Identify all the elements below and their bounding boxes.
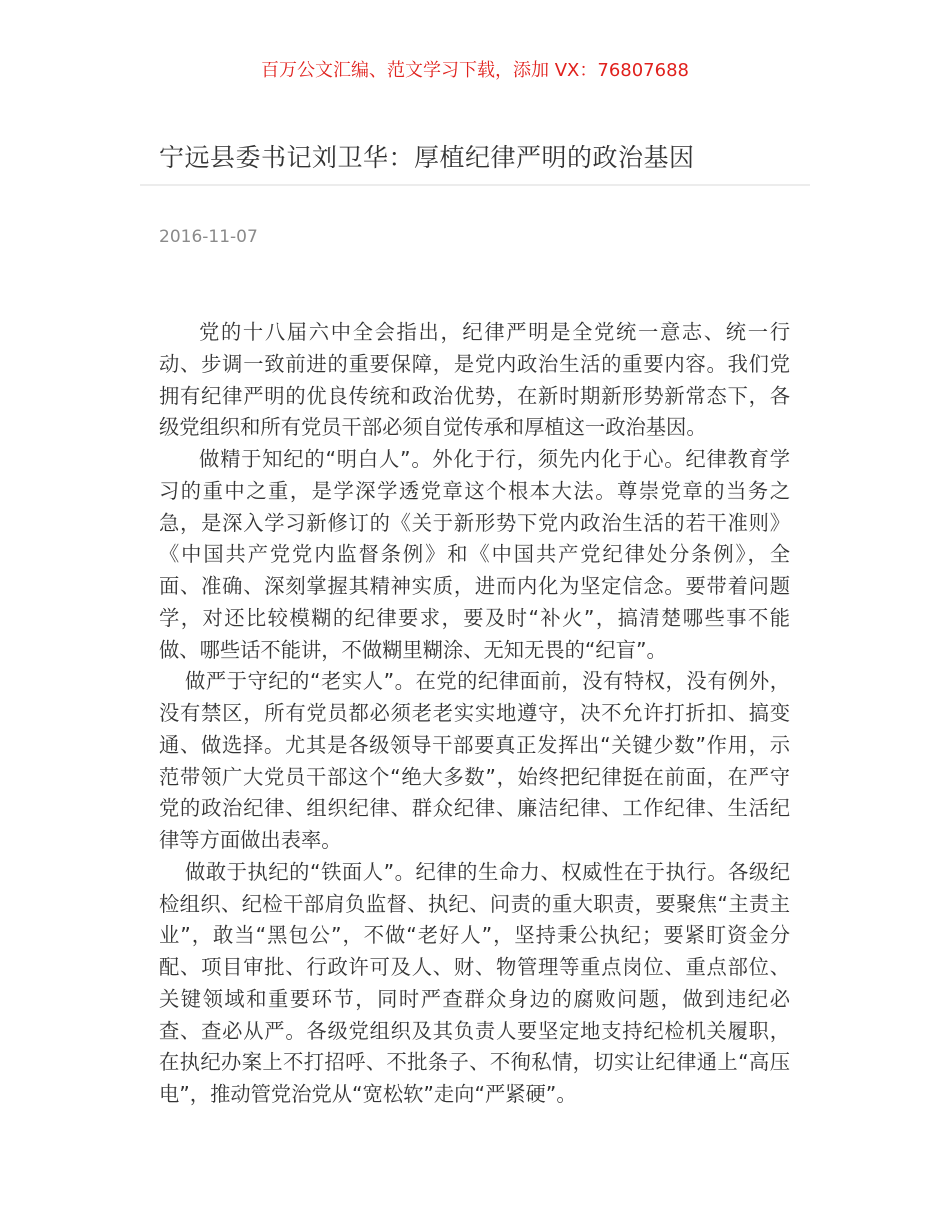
paragraph-line: 业”，敢当“黑包公”，不做“老好人”，坚持秉公执纪；要紧盯资金分 [159,923,790,948]
paragraph-line: 拥有纪律严明的优良传统和政治优势，在新时期新形势新常态下，各 [159,383,790,408]
paragraph [159,317,790,444]
paragraph [159,857,790,1111]
paragraph-line: 党的政治纪律、组织纪律、群众纪律、廉洁纪律、工作纪律、生活纪 [159,796,790,821]
paragraph-line: 做严于守纪的“老实人”。在党的纪律面前，没有特权，没有例外， [185,669,790,694]
paragraph-line: 急，是深入学习新修订的《关于新形势下党内政治生活的若干准则》 [159,510,790,535]
paragraph-line: 面、准确、深刻掌握其精神实质，进而内化为坚定信念。要带着问题 [159,574,790,598]
paragraph-line: 查、查必从严。各级党组织及其负责人要坚定地支持纪检机关履职， [159,1018,790,1043]
paragraph-line: 电”，推动管党治党从“宽松软”走向“严紧硬”。 [159,1082,577,1106]
paragraph-line: 学，对还比较模糊的纪律要求，要及时“补火”，搞清楚哪些事不能 [159,605,790,630]
paragraph-line: 《中国共产党党内监督条例》和《中国共产党纪律处分条例》，全 [159,542,790,567]
paragraph-line: 在执纪办案上不打招呼、不批条子、不徇私情，切实让纪律通上“高压 [159,1050,790,1075]
paragraph-line: 关键领域和重要环节，同时严查群众身边的腐败问题，做到违纪必 [159,986,790,1011]
paragraph-line: 配、项目审批、行政许可及人、财、物管理等重点岗位、重点部位、 [159,955,790,979]
paragraph-line: 做、哪些话不能讲，不做糊里糊涂、无知无畏的“纪盲”。 [159,637,667,662]
paragraph-line: 没有禁区，所有党员都必须老老实实地遵守，决不允许打折扣、搞变 [159,701,790,725]
promo-banner: 百万公文汇编、范文学习下载，添加 VX：76807688 [261,60,689,81]
paragraph-line: 党的十八届六中全会指出，纪律严明是全党统一意志、统一行 [199,320,790,344]
paragraph-line: 级党组织和所有党员干部必须自觉传承和厚植这一政治基因。 [159,415,707,440]
title-divider [140,184,810,186]
article-body [159,317,790,1111]
paragraph-line: 习的重中之重，是学深学透党章这个根本大法。尊崇党章的当务之 [159,478,790,503]
paragraph-line: 动、步调一致前进的重要保障，是党内政治生活的重要内容。我们党 [159,351,790,376]
paragraph-line: 做敢于执纪的“铁面人”。纪律的生命力、权威性在于执行。各级纪 [185,859,790,884]
publish-date: 2016-11-07 [159,227,258,247]
paragraph-line: 范带领广大党员干部这个“绝大多数”，始终把纪律挺在前面，在严守 [159,764,790,789]
paragraph-line: 律等方面做出表率。 [159,828,342,852]
paragraph [159,444,790,666]
article-title: 宁远县委书记刘卫华：厚植纪律严明的政治基因 [159,143,695,172]
paragraph-line: 做精于知纪的“明白人”。外化于行，须先内化于心。纪律教育学 [199,447,790,471]
paragraph-line: 检组织、纪检干部肩负监督、执纪、问责的重大职责，要聚焦“主责主 [159,891,790,916]
paragraph [159,666,790,857]
paragraph-line: 通、做选择。尤其是各级领导干部要真正发挥出“关键少数”作用，示 [159,732,790,757]
